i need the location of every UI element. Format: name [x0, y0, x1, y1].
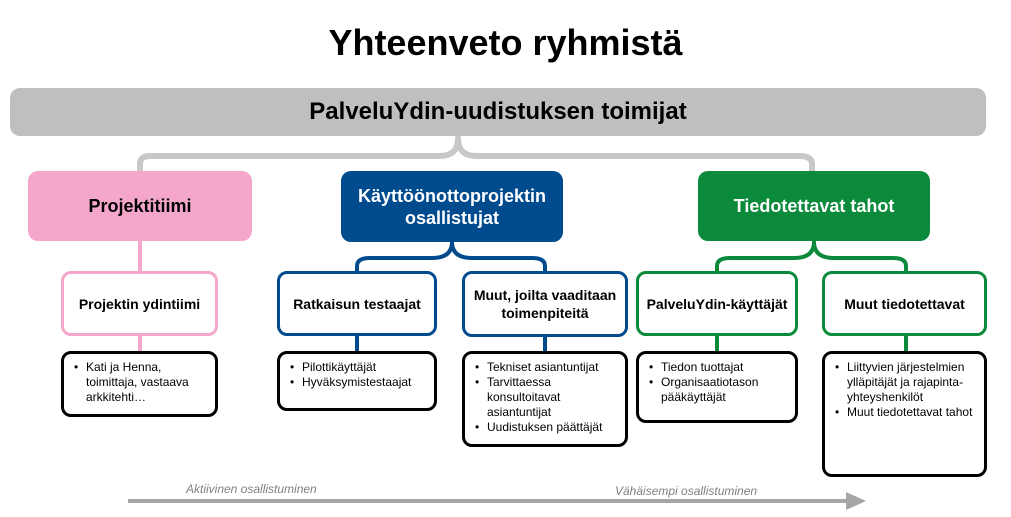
- participation-arrow-head: [846, 492, 866, 510]
- category-projektitiimi: [28, 171, 252, 241]
- list-item: • Liittyvien järjestelmien ylläpitäjät ja rajapinta-yhteyshenkilöt: [845, 360, 978, 405]
- detail-box-palveluydin-kayttajat: [636, 351, 798, 423]
- subgroup-projektin-ydintiimi: [61, 271, 218, 336]
- subgroup-label: Projektin ydintiimi: [78, 295, 201, 312]
- blue-connector: [357, 242, 545, 272]
- subgroup-ratkaisun-testaajat: [277, 271, 437, 336]
- list-item: • Pilottikäyttäjät: [300, 360, 428, 375]
- list-item: • Tiedon tuottajat: [659, 360, 789, 375]
- banner-connector: [140, 138, 812, 171]
- banner-label: PalveluYdin-uudistuksen toimijat: [309, 98, 687, 125]
- detail-box-muut-joilta-vaaditaan: [462, 351, 628, 447]
- subgroup-muut-tiedotettavat: [822, 271, 987, 336]
- list-item: • Organisaatiotason pääkäyttäjät: [659, 375, 789, 405]
- subgroup-muut-joilta-vaaditaan: [462, 271, 628, 337]
- subgroup-label: PalveluYdin-käyttäjät: [646, 295, 788, 312]
- page-title: Yhteenveto ryhmistä: [328, 22, 683, 63]
- flow-label-less: Vähäisempi osallistuminen: [615, 484, 758, 498]
- green-connector: [717, 242, 906, 272]
- banner: [10, 88, 986, 136]
- detail-list: [835, 360, 978, 420]
- list-item: • Kati ja Henna, toimittaja, vastaava arkkitehti…: [84, 360, 209, 405]
- list-item: • Muut tiedotettavat tahot: [845, 405, 978, 420]
- subgroup-label: Muut tiedotettavat: [844, 295, 965, 312]
- list-item: • Tarvittaessa konsultoitavat asiantuntijat: [485, 375, 619, 420]
- category-label: Käyttöönottoprojektin osallistujat: [358, 185, 546, 228]
- detail-list: [74, 360, 209, 405]
- detail-box-muut-tiedotettavat: [822, 351, 987, 477]
- subgroup-label: Muut, joilta vaaditaan toimenpiteitä: [473, 287, 617, 321]
- subgroup-label: Ratkaisun testaajat: [293, 295, 421, 312]
- detail-list: [475, 360, 619, 435]
- detail-box-ratkaisun-testaajat: [277, 351, 437, 411]
- category-label: Tiedotettavat tahot: [733, 196, 895, 216]
- list-item: • Uudistuksen päättäjät: [485, 420, 619, 435]
- flow-label-active: Aktiivinen osallistuminen: [186, 482, 317, 496]
- detail-list: [649, 360, 789, 405]
- subgroup-palveluydin-kayttajat: [636, 271, 798, 336]
- detail-box-projektin-ydintiimi: [61, 351, 218, 417]
- detail-list: [290, 360, 428, 390]
- category-kayttoonottoprojektin-osallistujat: [341, 171, 563, 242]
- list-item: • Hyväksymistestaajat: [300, 375, 428, 390]
- list-item: • Tekniset asiantuntijat: [485, 360, 619, 375]
- category-tiedotettavat-tahot: [698, 171, 930, 241]
- category-label: Projektitiimi: [88, 196, 192, 216]
